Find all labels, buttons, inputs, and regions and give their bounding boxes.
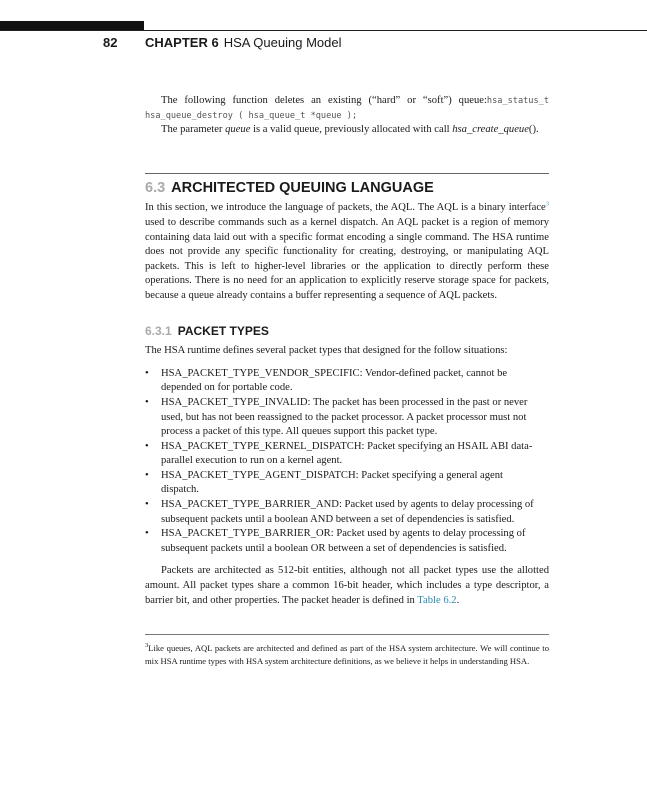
closing-paragraph — [145, 564, 549, 608]
header-rule — [0, 30, 647, 31]
list-item: • HSA_PACKET_TYPE_AGENT_DISPATCH: Packet specifying a general agent dispatch. — [145, 469, 549, 498]
section-text-2: used to describe commands such as a kernel dispatch. An AQL packet is a region of memory containing data laid out with a specific format encoding a single command. The HSA runtime does not provide any specific functionality for creating, destroying, or manipulating AQL packets. This is left to higher-level libraries or the application to directly perform these operations. There is no need for an application to explicitly reserve storage space for packets, because a queue already contains a buffer representing a sequence of AQL packets. — [145, 216, 549, 301]
intro-paragraph — [145, 94, 549, 123]
footnote — [145, 642, 549, 667]
closing-end: . — [456, 594, 460, 606]
section-text-1: In this section, we introduce the language of packets, the AQL. The AQL is a binary interface — [145, 202, 546, 214]
running-header — [0, 35, 647, 53]
param-text-2: is a valid queue, previously allocated with call — [250, 124, 453, 136]
intro-text: The following function deletes an existing (“hard” or “soft”) queue: — [161, 95, 487, 106]
param-name: queue — [225, 124, 251, 136]
closing-text: Packets are architected as 512-bit entities, although not all packet types use the allotted amount. All packet types share a common 16-bit header, which includes a type descriptor, a barrier bit, and other properties. The packet header is defined in — [145, 565, 549, 606]
param-text-3: (). — [528, 124, 539, 136]
list-item: • HSA_PACKET_TYPE_BARRIER_OR: Packet used by agents to delay processing of subsequent packets until a boolean OR between a set of dependencies is satisfied. — [145, 527, 549, 556]
footnote-ref[interactable]: 3 — [545, 200, 549, 208]
chapter-label: CHAPTER 6 — [145, 35, 219, 50]
destroy-queue-code: hsa_status_t hsa_queue_destroy ( hsa_queue_t *queue ); — [145, 96, 549, 121]
list-item: • HSA_PACKET_TYPE_VENDOR_SPECIFIC: Vendor-defined packet, cannot be depended on for portable code. — [145, 367, 549, 396]
subsection-number: 6.3.1 — [145, 323, 172, 338]
param-func: hsa_create_queue — [452, 124, 529, 136]
chapter-title: HSA Queuing Model — [223, 35, 342, 50]
section-number: 6.3 — [145, 179, 166, 196]
footnote-mark: 3 — [145, 642, 149, 650]
param-text: The parameter — [161, 124, 226, 136]
section-rule — [145, 173, 549, 174]
parameter-paragraph — [145, 123, 549, 138]
packet-type-list — [145, 367, 549, 557]
page-body — [145, 94, 549, 667]
subsection-heading — [145, 324, 549, 339]
section-heading — [145, 181, 549, 196]
list-item: • HSA_PACKET_TYPE_BARRIER_AND: Packet used by agents to delay processing of subsequent packets until a boolean AND between a set of dependencies is satisfied. — [145, 498, 549, 527]
chapter-heading — [145, 35, 341, 50]
section-paragraph — [145, 201, 549, 303]
section-title: ARCHITECTED QUEUING LANGUAGE — [171, 179, 434, 196]
subsection-lead: The HSA runtime defines several packet types that designed for the follow situations: — [145, 345, 508, 357]
list-item: • HSA_PACKET_TYPE_KERNEL_DISPATCH: Packet specifying an HSAIL ABI data-parallel execution to run on a kernel agent. — [145, 440, 549, 469]
footnote-rule — [145, 634, 549, 635]
table-link[interactable]: Table 6.2 — [417, 594, 457, 606]
page-number: 82 — [103, 35, 118, 50]
footnote-text: Like queues, AQL packets are architected and defined as part of the HSA system architecture. We will continue to mix HSA runtime types with HSA system architecture definitions, as we believe it helps in understanding HSA. — [145, 643, 549, 666]
subsection-title: PACKET TYPES — [177, 323, 269, 338]
list-item: • HSA_PACKET_TYPE_INVALID: The packet has been processed in the past or never used, but has not been reassigned to the packet processor. A packet processor must not process a packet of this type. All queues support this packet type. — [145, 396, 549, 440]
